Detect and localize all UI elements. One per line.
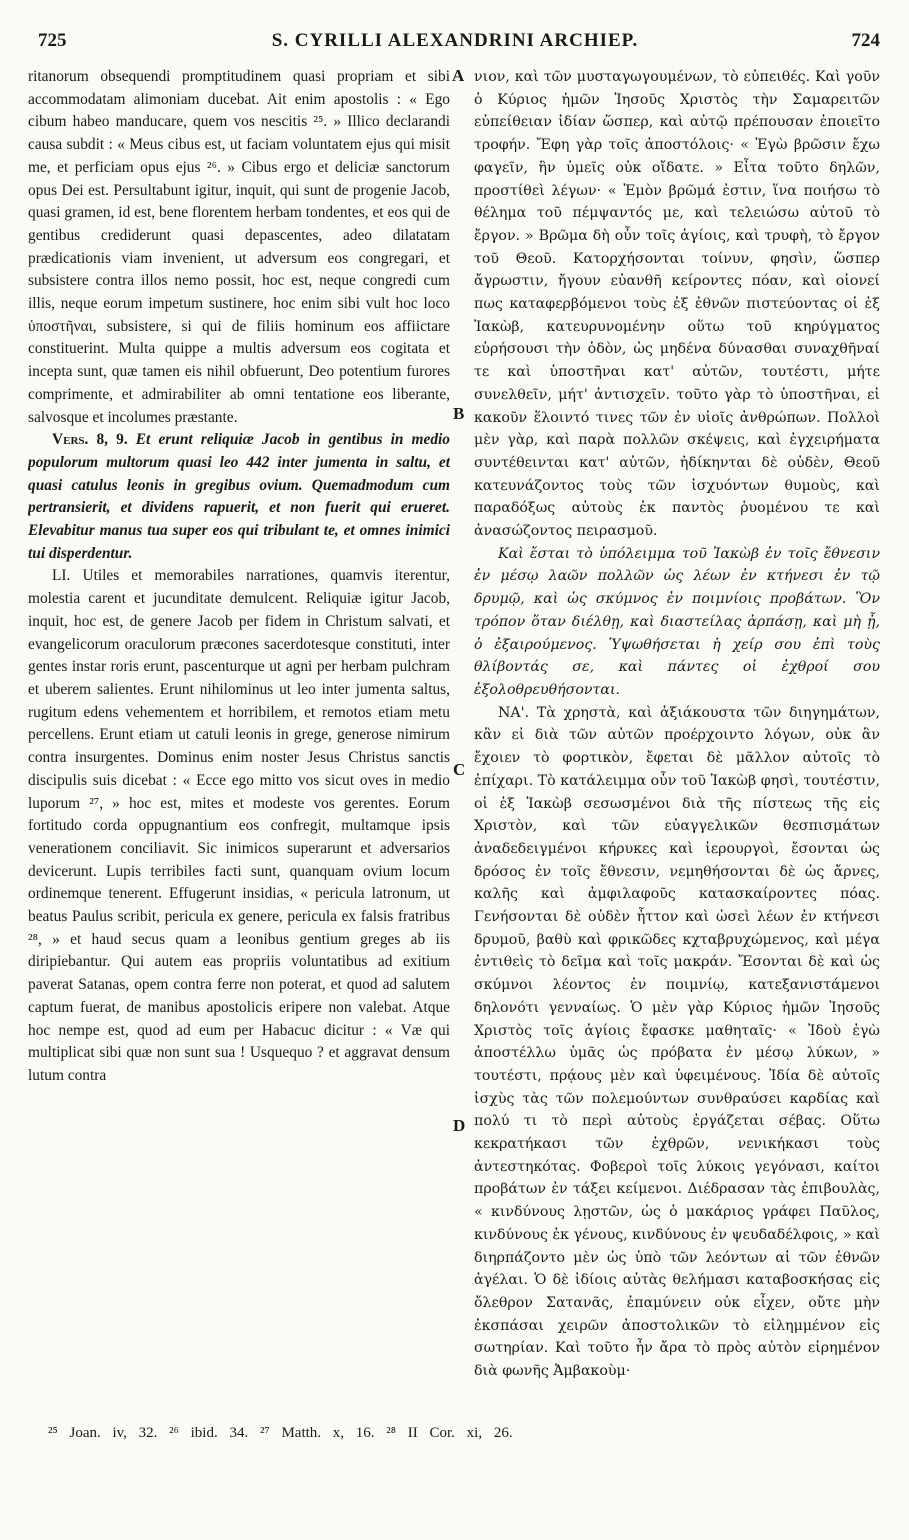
greek-verse: Καὶ ἔσται τὸ ὑπόλειμμα τοῦ Ἰακὼβ ἐν τοῖς ἔθνεσιν ἐν μέσῳ λαῶν πολλῶν ὡς λέων ἐν κτήνεσι ἐν τῷ δρυμῷ, καὶ ὡς σκύμνος ἐν ποιμνίοις προβάτων. Ὃν τρόπον ὅταν διέλθῃ, καὶ διαστείλας ἁρπάσῃ, καὶ μὴ ᾖ, ὁ ἐξαιρούμενος. Ὑψωθήσεται ἡ χείρ σου ἐπὶ τοὺς θλίβοντάς σε, καὶ πάντες οἱ ἐχθροί σου ἐξολοθρευθήσονται.: [474, 545, 880, 698]
latin-paragraph-1: ritanorum obsequendi promptitudinem quasi propriam et sibi accommodatam alimoniam ducebat. Ait enim apostolis : « Ego cibum habeo manducare, quem vos nescitis ²⁵. » Illico declarandi causa subdit : « Meus cibus est, ut faciam voluntatem ejus qui misit me, et perficiam opus ejus ²⁶. » Cibus ergo et deliciæ sanctorum opus Dei est. Persultabunt igitur, inquit, qui sunt de progenie Jacob, quasi gramen, id est, bene florentem herbam tondentes, et eos qui de gentibus crediderunt quasi depascentes, adeo dilatatam prædicationis viam invenient, ut adversum eos congregari, et subsistere contra illos nemo possit, hoc est, neque congredi cum illis, neque eorum impetum sustinere, hoc enim sibi vult hoc loco ὑποστῆναι, subsistere, si qui de filiis hominum eos affiictare constituerint. Multa quippe a multis adversum eos cogitata et incepta sunt, quæ tamen eis nihil obfuerunt, Deo potentium furores comprimente, et admirabiliter ab omni tentatione eos liberante, salvosque et incolumes præstante.: [28, 68, 450, 426]
greek-column: [474, 66, 880, 1406]
margin-letter-a: A: [452, 66, 465, 85]
greek-paragraph-1: νιον, καὶ τῶν μυσταγωγουμένων, τὸ εὐπειθές. Καὶ γοῦν ὁ Κύριος ἡμῶν Ἰησοῦς Χριστὸς τὴν Σαμαρειτῶν εὐπείθειαν ἰδίαν ὥσπερ, καὶ αὐτῷ πρέπουσαν ἐποιεῖτο τροφήν. Ἔφη γὰρ τοῖς ἀποστόλοις· « Ἐγὼ βρῶσιν ἔχω φαγεῖν, ἣν ὑμεῖς οὐκ οἴδατε. » Εἶτα τοῦτο δηλῶν, προστίθεὶ λέγων· « Ἐμὸν βρῶμά ἐστιν, ἵνα ποιήσω τὸ θέλημα τοῦ πέμψαντός με, καὶ τελειώσω αὐτοῦ τὸ ἔργον. » Βρῶμα δὴ οὖν τοῖς ἁγίοις, καὶ τρυφὴ, τὸ ἔργον τοῦ Θεοῦ. Κατορχήσονται τοίνυν, φησὶν, ὥσπερ ἄγρωστιν, ἤγουν εὐανθῆ κείροντες πόαν, καὶ οἱονεί πως καταφερβόμενοι τοὺς ἐξ ἐθνῶν πιστεύοντας οἱ ἐξ Ἰακὼβ, κατευρυνομένην οὕτω τοῦ κηρύγματος εὑρήσουσι τὴν ὁδὸν, ὡς μηδένα δύνασθαι συναχθῆναί τε καὶ ὑποστῆναι κατ' αὐτῶν, τουτέστι, μήτε συνελθεῖν, μήτ' ἀντισχεῖν. τοῦτο γὰρ τὸ ὑποστῆναι, εἰ κακοῦν ἕλοιντό τινες τῶν ἐν υἱοῖς ἀνθρώπων. Πολλοὶ μὲν γὰρ, καὶ παρὰ πολλῶν σκέψεις, καὶ ἐγχειρήματα συντέθεινται κατ' αὐτῶν, ἠδίκηνται δὲ οὐδὲν, Θεοῦ κατευνάζοντος τοὺς τῶν ἰσχυόντων θυμοὺς, καὶ παραδόξως αὐτοὺς ἐκ παντὸς ῥυομένου τε καὶ ἀνασώζοντος πειρασμοῦ.: [474, 69, 880, 540]
margin-letter-d: D: [453, 1116, 466, 1135]
latin-verse: [28, 429, 450, 565]
running-header: [30, 30, 880, 60]
page-number-right: 724: [851, 30, 880, 51]
margin-letter-b: B: [453, 404, 465, 423]
latin-verse-label: Vers. 8, 9.: [52, 431, 128, 449]
page-title: S. CYRILLI ALEXANDRINI ARCHIEP.: [271, 30, 639, 51]
latin-paragraph-2: LI. Utiles et memorabiles narrationes, quamvis iterentur, molestia carent et jucunditate demulcent. Reliquiæ igitur Jacob, inquit, hoc est, de genere Jacob per fidem in Christum salvati, et evangelicorum oraculorum præcones sacerdotesque constituti, inter gentes instar roris erunt, pascenturque ut agni per herbam pulchram et uberem salientes. Erunt nihilominus ut leo inter jumenta saltus, rugitum edens vehementem et horribilem, et remotos etiam metu percellens. Erunt etiam ut catuli leonis in grege, generose nimirum contra insurgentes. Dominus enim noster Jesus Christus sanctis discipulis suis dicebat : « Ecce ego mitto vos sicut oves in medio luporum ²⁷, » hoc est, mites et modeste vos gerentes. Eorum fortitudo corda oppugnantium eos confregit, multamque ipsis venerationem conciliavit. Sic inimicos superarunt et adversarios devicerunt. Lupis terribiles facti sunt, quanquam ovium locum ordinemque tenerent. Effugerunt insidias, « pericula latronum, ut beatus Paulus scribit, pericula ex genere, pericula ex falsis fratribus ²⁸, » et haud secus quam a leonibus gentium greges ab iis diripiebantur. Qui autem eas propriis voluntatibus ad exitium paverat Satanas, opem contra ferre non poterat, et quod ad salutem captum fuerat, de manibus apostolicis eripere non valebat. Atque hoc nempe est, quod ad eum per Habacuc dicitur : « Væ qui multiplicat sibi quæ non sunt sua ! Usquequo ? et aggravat densum lutum contra: [28, 567, 450, 1084]
page-number-left: 725: [38, 30, 67, 51]
margin-letter-c: C: [453, 760, 466, 779]
latin-column: [28, 66, 450, 1406]
greek-paragraph-2: ΝΑ'. Τὰ χρηστὰ, καὶ ἀξιάκουστα τῶν διηγημάτων, κἂν εἰ διὰ τῶν αὐτῶν προέρχοιντο λόγων, οὐκ ἂν ἔχοιεν τὸ φορτικὸν, ἔφεται δὲ μᾶλλον αὐτοῖς τὸ ἐπίχαρι. Τὸ κατάλειμμα οὖν τοῦ Ἰακὼβ φησὶ, τουτέστιν, οἱ ἐξ Ἰακὼβ σεσωσμένοι διὰ τῆς πίστεως τῆς εἰς Χριστὸν, καὶ τῶν εὐαγγελικῶν θεσπισμάτων ἀναδεδειγμένοι κήρυκες καὶ ἱερουργοὶ, ἔσονται ὡς δρόσος ἐν τοῖς ἔθνεσιν, νεμηθήσονται δὲ ὡς ἄρνες, καλῆς καὶ ἀμφιλαφοῦς κατασκαίροντες πόας. Γενήσονται δὲ οὐδὲν ἧττον καὶ ὡσεὶ λέων ἐν κτήνεσι δρυμοῦ, βαθὺ καὶ φρικῶδες κχταβρυχώμενος, καὶ μέγα ἐντιθεὶς τὸ δεῖμα καὶ τοῖς μακράν. Ἔσονται δὲ καὶ ὡς σκύμνοι λέοντος ἐν ποιμνίῳ, κατεξανιστάμενοι δηλονότι γενναίως. Ὁ μὲν γὰρ Κύριος ἡμῶν Ἰησοῦς Χριστὸς τοῖς ἁγίοις ἔφασκε μαθηταῖς· « Ἰδοὺ ἐγὼ ἀποστέλλω ὑμᾶς ὡς πρόβατα ἐν μέσῳ λύκων, » τουτέστι, πρᾴους μὲν καὶ ὑφειμένους. Ἰδία δὲ αὐτοῖς ἰσχὺς τὰς τῶν πολεμούντων συνθραύσει καρδίας καὶ πολύ τι τὸ περὶ αὐτοὺς ἐργάζεται σέβας. Οὕτω κεκρατήκασι τῶν ἐχθρῶν, νενικήκασι τοὺς ἀντεστηκότας. Φοβεροὶ τοῖς λύκοις γεγόνασι, καίτοι προβάτων ἐν τάξει κείμενοι. Διέδρασαν τὰς ἐπιβουλὰς, « κινδύνους λῃστῶν, ὡς ὁ μακάριος γράφει Παῦλος, κινδύνους ἐκ γένους, κινδύνους ἐν ψευδαδέλφοις, » καὶ διηρπάζοντο μὲν ὡς ὑπὸ τῶν λεόντων αἱ τῶν ἐθνῶν ἀγέλαι. Ὁ δὲ ἰδίοις αὐτὰς θελήμασι καταβοσκήσας εἰς ὄλεθρον Σατανᾶς, ἐπαμύνειν οὐκ εἶχεν, οὔτε μὴν ἐκσπάσαι χειρῶν ἀποστολικῶν τὸ εἰλημμένον εἰς σωτηρίαν. Καὶ τοῦτο ἦν ἄρα τὸ πρὸς αὐτὸν εἰρημένον διὰ φωνῆς Ἀμβακοὺμ·: [474, 704, 880, 1380]
footnotes: ²⁵ Joan. iv, 32. ²⁶ ibid. 34. ²⁷ Matth. x, 16. ²⁸ II Cor. xi, 26.: [48, 1425, 513, 1441]
latin-verse-text: Et erunt reliquiæ Jacob in gentibus in medio populorum multorum quasi leo 442 inter jumenta in saltu, et quasi catulus leonis in gregibus ovium. Quemadmodum cum pertransierit, et dividens rapuerit, et non fuerit qui erueret. Elevabitur manus tua super eos qui tribulant te, et omnes inimici tui disperdentur.: [28, 431, 450, 562]
